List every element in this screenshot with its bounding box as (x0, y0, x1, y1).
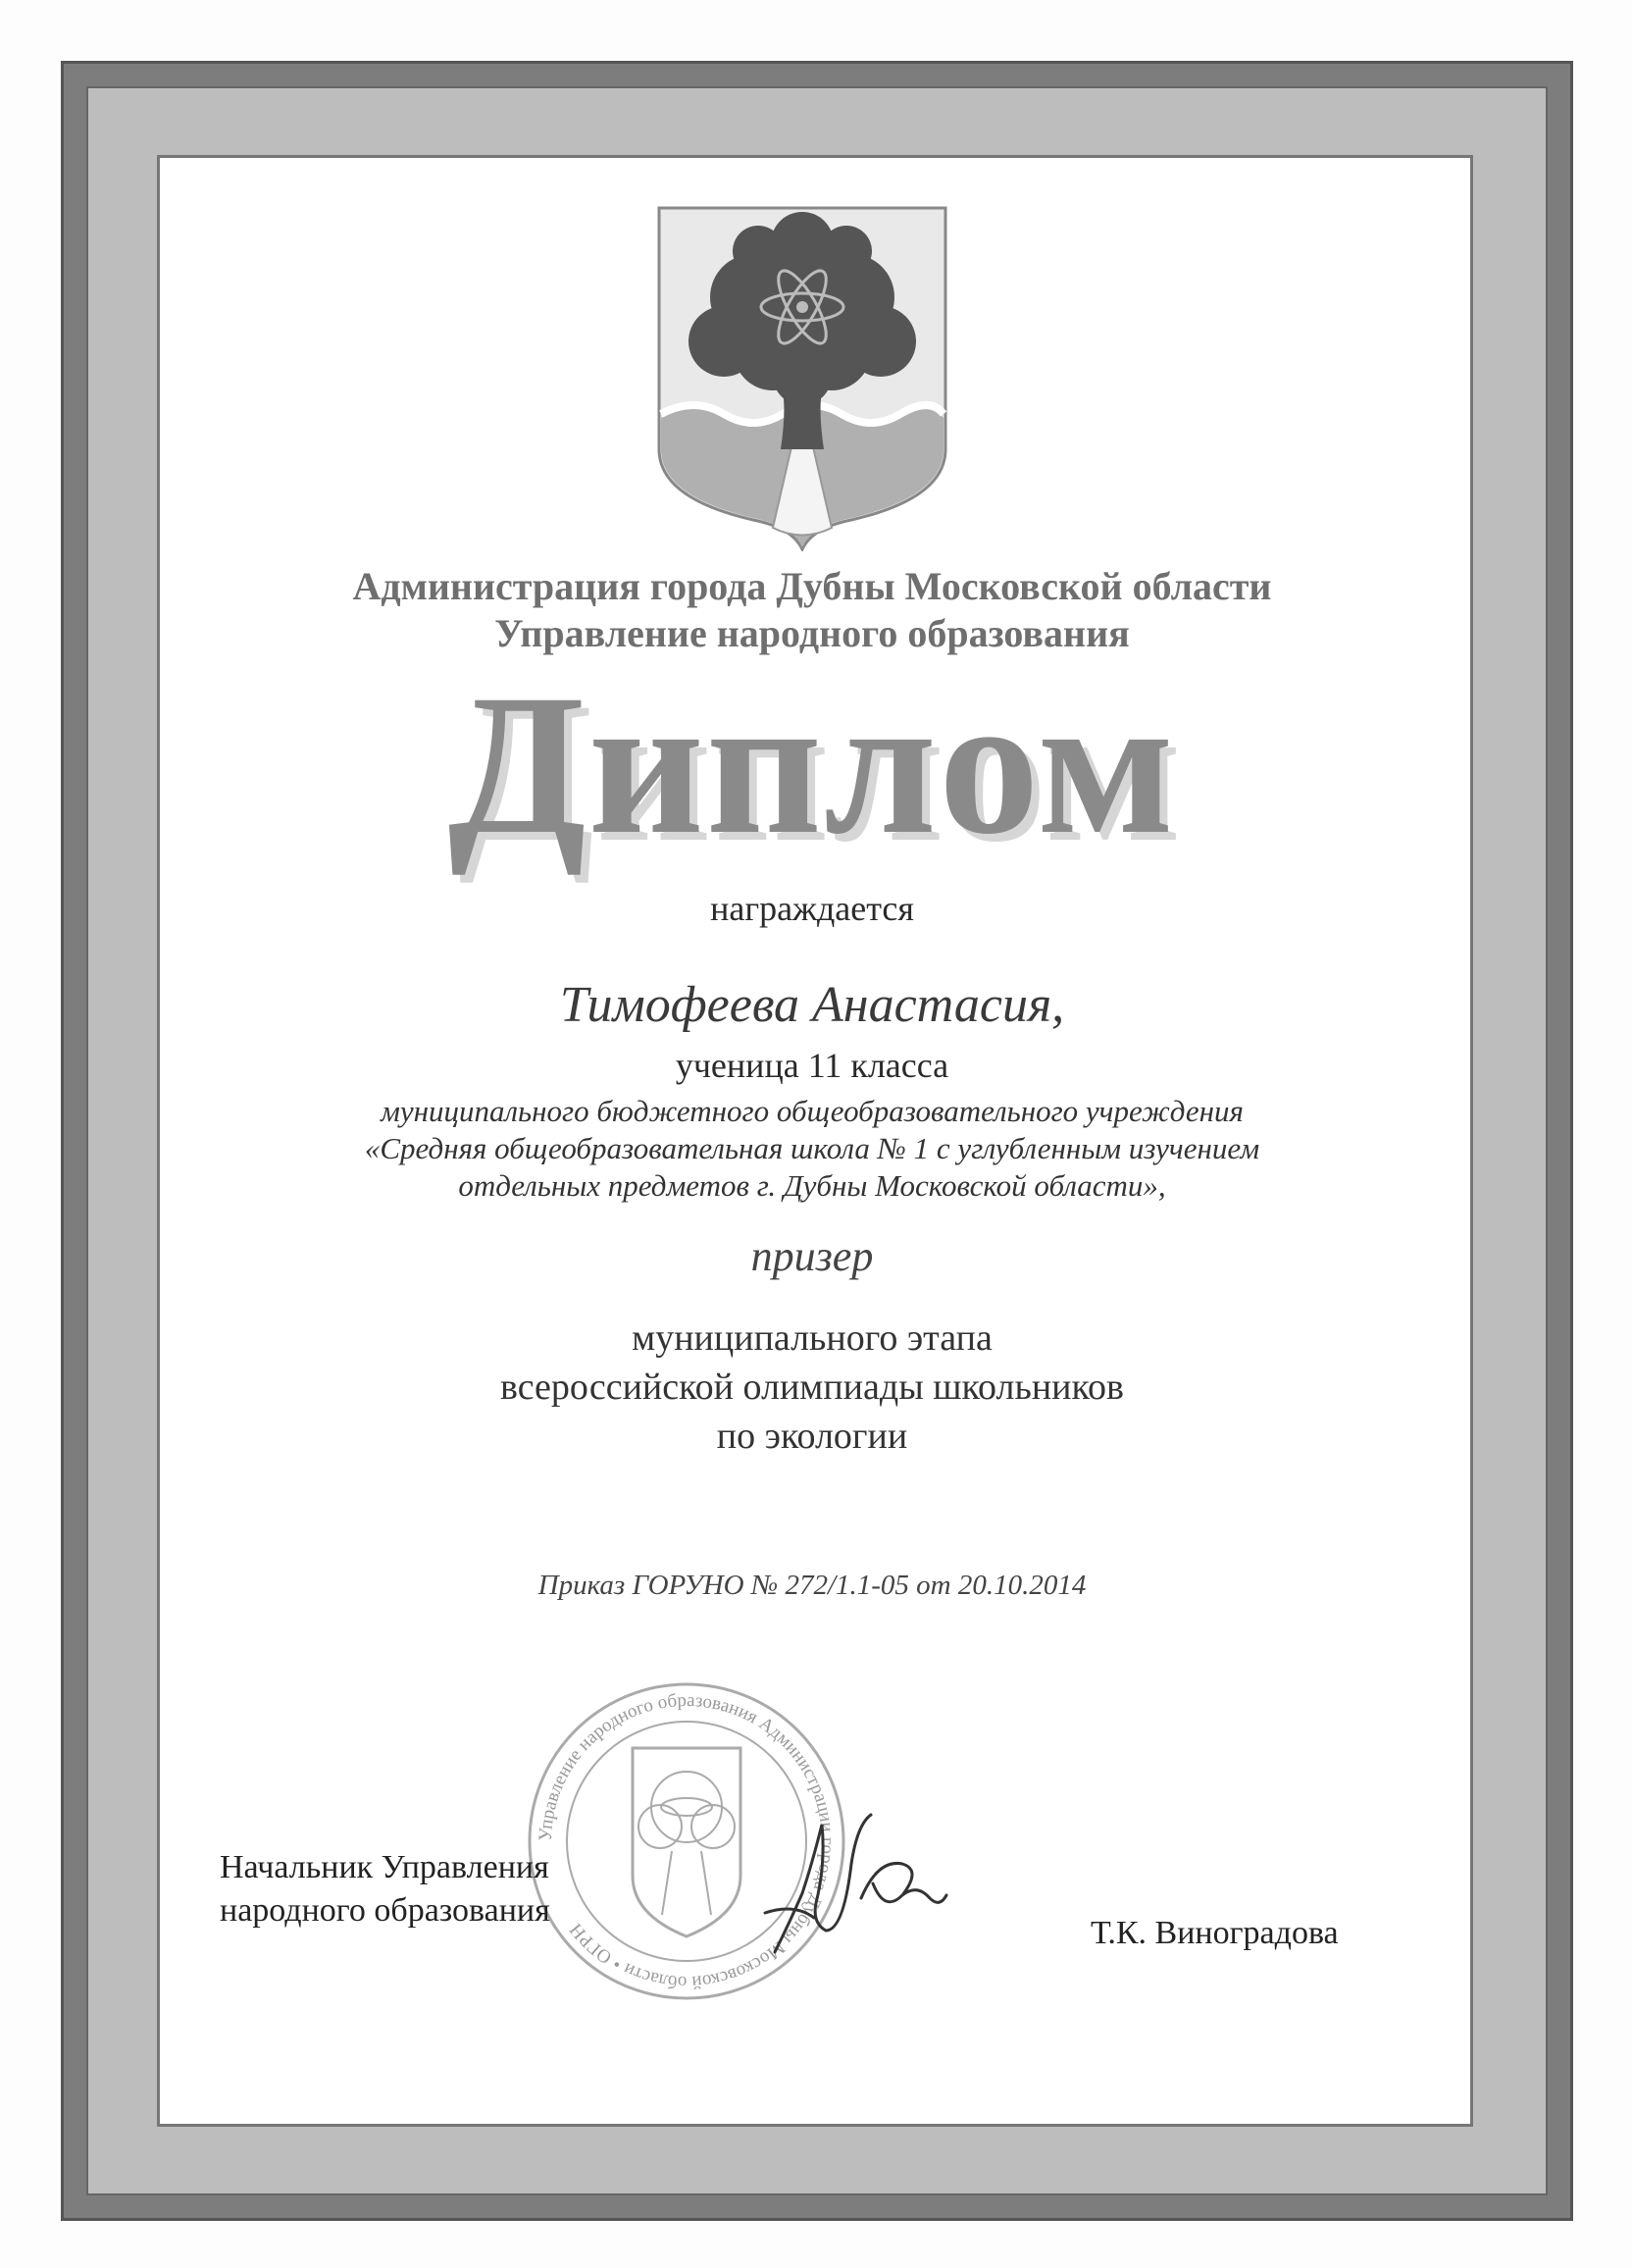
handwritten-signature-icon (755, 1805, 951, 1962)
order-reference: Приказ ГОРУНО № 272/1.1-05 от 20.10.2014 (537, 1570, 1087, 1601)
coat-of-arms-icon (655, 204, 949, 551)
diploma-title: Диплом (447, 653, 1177, 876)
competition-line-2: всероссийской олимпиады школьников (500, 1366, 1124, 1408)
recipient-grade: ученица 11 класса (675, 1046, 949, 1085)
school-line-3: отдельных предметов г. Дубны Московской области», (458, 1168, 1166, 1203)
school-line-2: «Средняя общеобразовательная школа № 1 с углубленным изучением (364, 1131, 1260, 1165)
awarded-label: награждается (710, 889, 914, 928)
signatory-position-line-1: Начальник Управления (220, 1849, 549, 1885)
stamp-text: Управление народного образования Администрации города Дубны Московской области • ОГРН (535, 1689, 839, 1993)
competition-line-1: муниципального этапа (632, 1317, 993, 1359)
recipient-name: Тимофеева Анастасия, (559, 977, 1065, 1033)
competition-line-3: по экологии (716, 1416, 908, 1457)
signatory-position-line-2: народного образования (220, 1892, 550, 1929)
award-title: призер (750, 1232, 874, 1280)
header-line-1: Администрация города Дубны Московской области (352, 564, 1272, 608)
signatory-name: Т.К. Виноградова (1091, 1915, 1339, 1951)
school-line-1: муниципального бюджетного общеобразовательного учреждения (381, 1094, 1244, 1128)
header-line-2: Управление народного образования (494, 611, 1130, 655)
signatory-position (220, 1846, 550, 1933)
